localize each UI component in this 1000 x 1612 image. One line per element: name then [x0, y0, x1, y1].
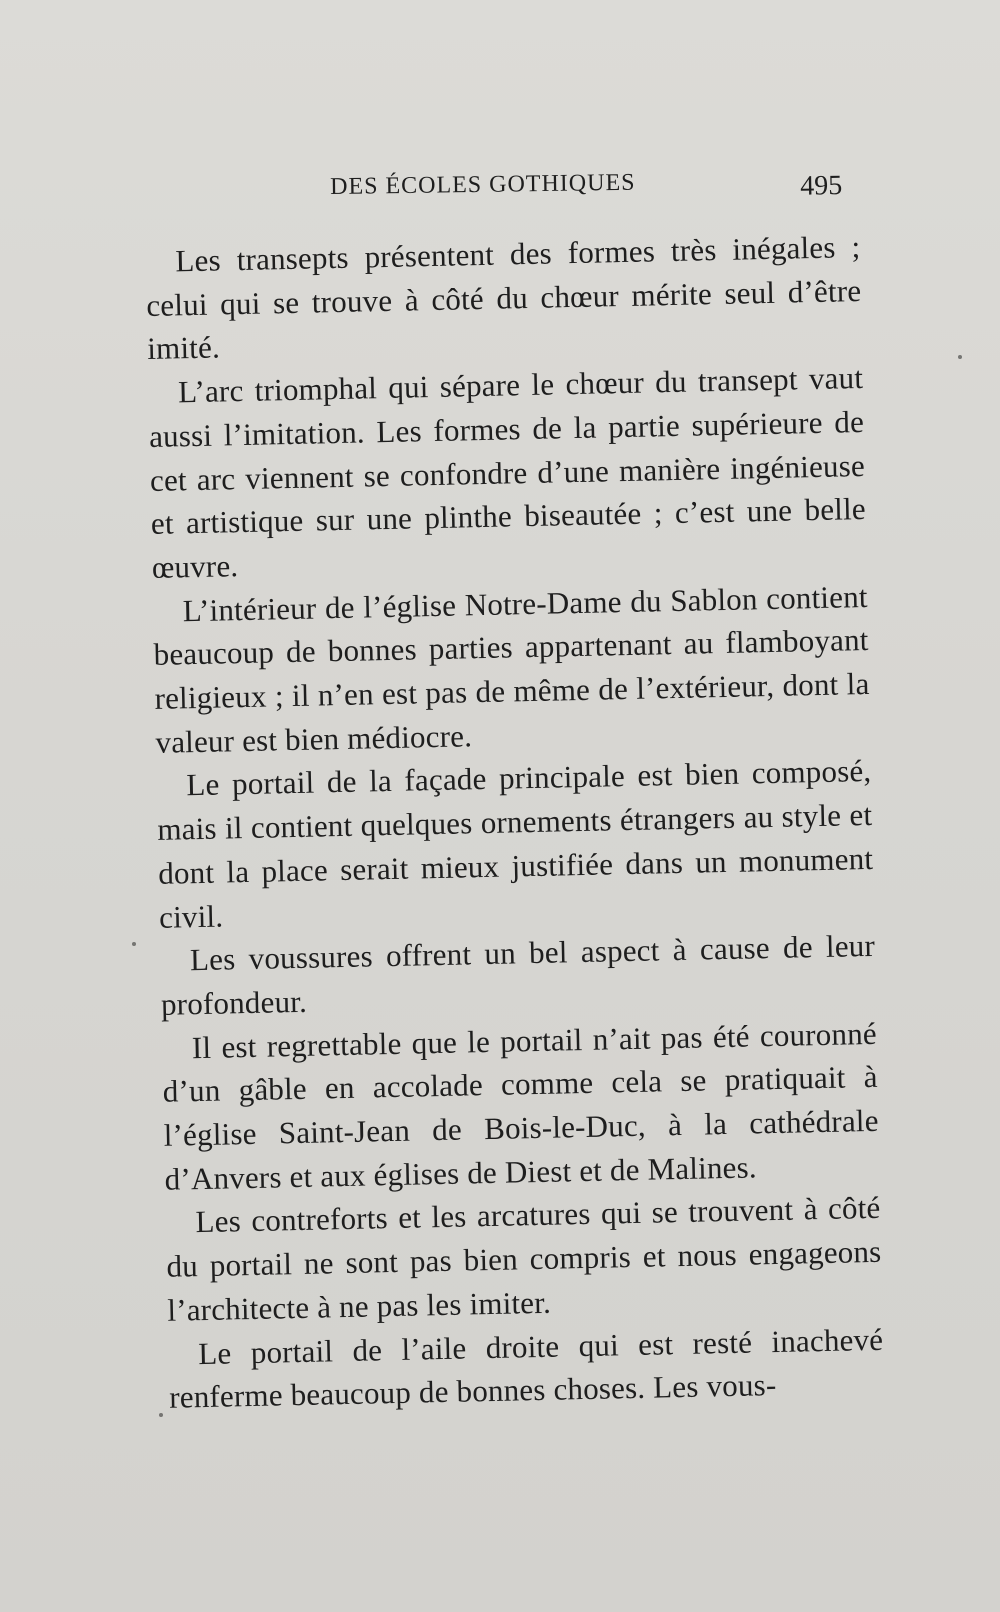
page-header [140, 170, 860, 210]
paragraph-8: Le portail de l’aile droite qui est resté inachevé renferme beaucoup de bonnes choses. Les vous- [168, 1321, 884, 1416]
paragraph-5: Les voussures offrent un bel aspect à cause de leur profondeur. [160, 928, 876, 1022]
paper-speck [132, 942, 136, 946]
paragraph-4: Le portail de la façade principale est bien composé, mais il contient quelques ornements étrangers au style et dont la place serait mieux justifiée dans un monument civil. [156, 753, 874, 935]
running-title: DES ÉCOLES GOTHIQUES [330, 169, 636, 200]
paper-speck [159, 1413, 163, 1417]
paragraph-6: Il est regrettable que le portail n’ait pas été couronné d’un gâble en accolade comme cela se pratiquait à l’église Saint-Jean de Bois-le-Duc, à la cathédrale d’Anvers et aux églises de Diest et de Malines. [162, 1015, 879, 1197]
page-number: 495 [800, 170, 843, 202]
paper-speck [958, 355, 962, 359]
paragraph-7: Les contreforts et les arcatures qui se trouvent à côté du portail ne sont pas bien compris et nous engageons l’architecte à ne pas les imiter. [166, 1190, 882, 1328]
paragraph-3: L’intérieur de l’église Notre-Dame du Sablon contient beaucoup de bonnes parties appartenant au flamboyant religieux ; il n’en est pas de même de l’extérieur, dont la valeur est bien médiocre. [153, 578, 870, 760]
page-body [145, 225, 885, 1420]
paragraph-2: L’arc triomphal qui sépare le chœur du transept vaut aussi l’imitation. Les formes de la partie supérieure de cet arc viennent se confondre d’une manière ingénieuse et artistique sur une plinthe biseautée ; c’est une belle œuvre. [148, 360, 867, 585]
paragraph-1: Les transepts présentent des formes très inégales ; celui qui se trouve à côté du chœur mérite seul d’être imité. [145, 229, 862, 367]
